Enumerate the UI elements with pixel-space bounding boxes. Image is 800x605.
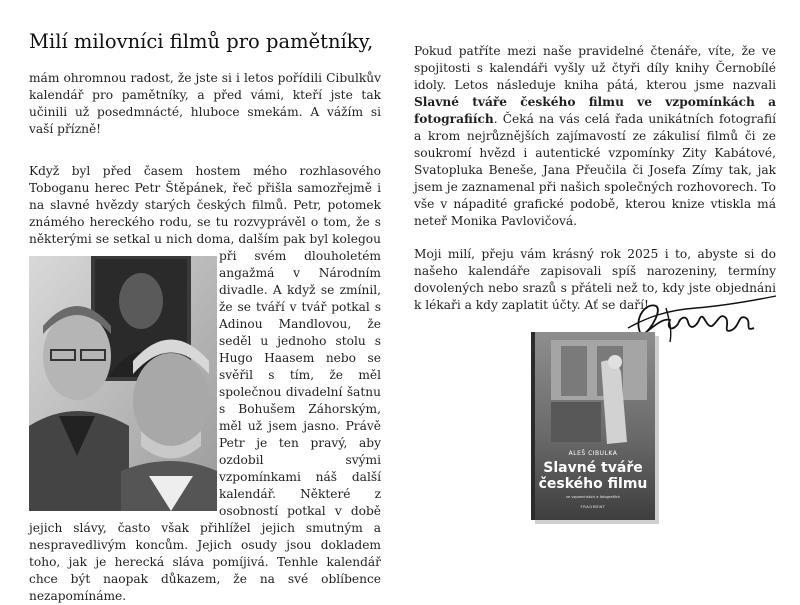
- wishes-paragraph: Moji milí, přeju vám krásný rok 2025 i to, abyste si do našeho kalendáře zapisovali spíš narozeniny, termíny dovolených nebo srazů s přáteli než to, kdy jste objednáni k lékaři a kdy zaplatit účty. Ať se daří!: [414, 247, 776, 312]
- book-title-bold: Slavné tváře českého filmu ve vzpomínkách a fotografiích: [414, 95, 776, 126]
- book-paragraph-start: Pokud patříte mezi naše pravidelné čtenáře, víte, že ve spojitosti s kalendáři vyšly už čtyři díly knihy Černobílé idoly. Letos následuje kniha pátá, kterou jsme nazvali: [414, 44, 776, 92]
- book-paragraph: [414, 43, 776, 230]
- left-column: [29, 30, 381, 154]
- book-cover: [531, 332, 659, 524]
- intro-paragraph: mám ohromnou radost, že jste si i letos pořídili Cibulkův kalendář pro pamětníky, a před vámi, kteří jste tak učinili už posedmnácté, hluboce smekám. A vážím si vaší přízně!: [29, 71, 381, 136]
- book-title: [531, 460, 655, 492]
- book-paragraph-end: . Čeká na vás celá řada unikátních fotografií a krom nejrůznějších zajímavostí ze zákulisí filmů či ze soukromí hvězd i autentické vzpomínky Zity Kabátové, Svatopluka Beneše, Jana Přeučila či Josefa Zímy tak, jak jsem je zaznamenal při našich společných rozhovorech. To vše v nápadité grafické podobě, kterou knize vtiskla má neteř Monika Pavlovičová.: [414, 112, 776, 228]
- photo-graphic: [29, 256, 217, 511]
- book-title-line1: Slavné tváře: [543, 460, 643, 476]
- book-title-line2: českého filmu: [538, 476, 648, 492]
- book-author: ALEŠ CIBULKA: [568, 450, 618, 457]
- book-publisher: FRAGMENT: [580, 504, 606, 509]
- selfie-photo: [29, 256, 217, 511]
- book-subtitle: ve vzpomínkách a fotografiích: [565, 495, 621, 499]
- letter-heading: Milí milovníci filmů pro pamětníky,: [29, 30, 374, 53]
- story-paragraph-text: Když byl před časem hostem mého rozhlasového Toboganu herec Petr Štěpánek, řeč přišla samozřejmě i na slavné hvězdy starých českých filmů. Petr, potomek známého hereckého rodu, se tu rozvyprávěl o tom, že s některými se setkal u nich doma, dalším pak byl kolegou při svém dlouholetém angažmá v Národním divadle. A když se zmínil, že se tváří v tvář potkal s Adinou Mandlovou, že seděl u jednoho stolu s Hugo Haasem nebo se svěřil s tím, že měl společnou divadelní šatnu s Bohušem Záhorským, měl už jsem jasno. Právě Petr je ten pravý, aby ozdobil svými vzpomínkami náš další kalendář. Některé z osobností potkal v době jejich slávy, často však přihlížel jejich smutným a nespravedlivým koncům. Jejich osudy jsou dokladem toho, jak je herecká sláva pomíjivá. Tenhle kalendář chce být naopak důkazem, že na své oblíbence nezapomínáme.: [29, 164, 381, 603]
- right-column: [414, 43, 776, 330]
